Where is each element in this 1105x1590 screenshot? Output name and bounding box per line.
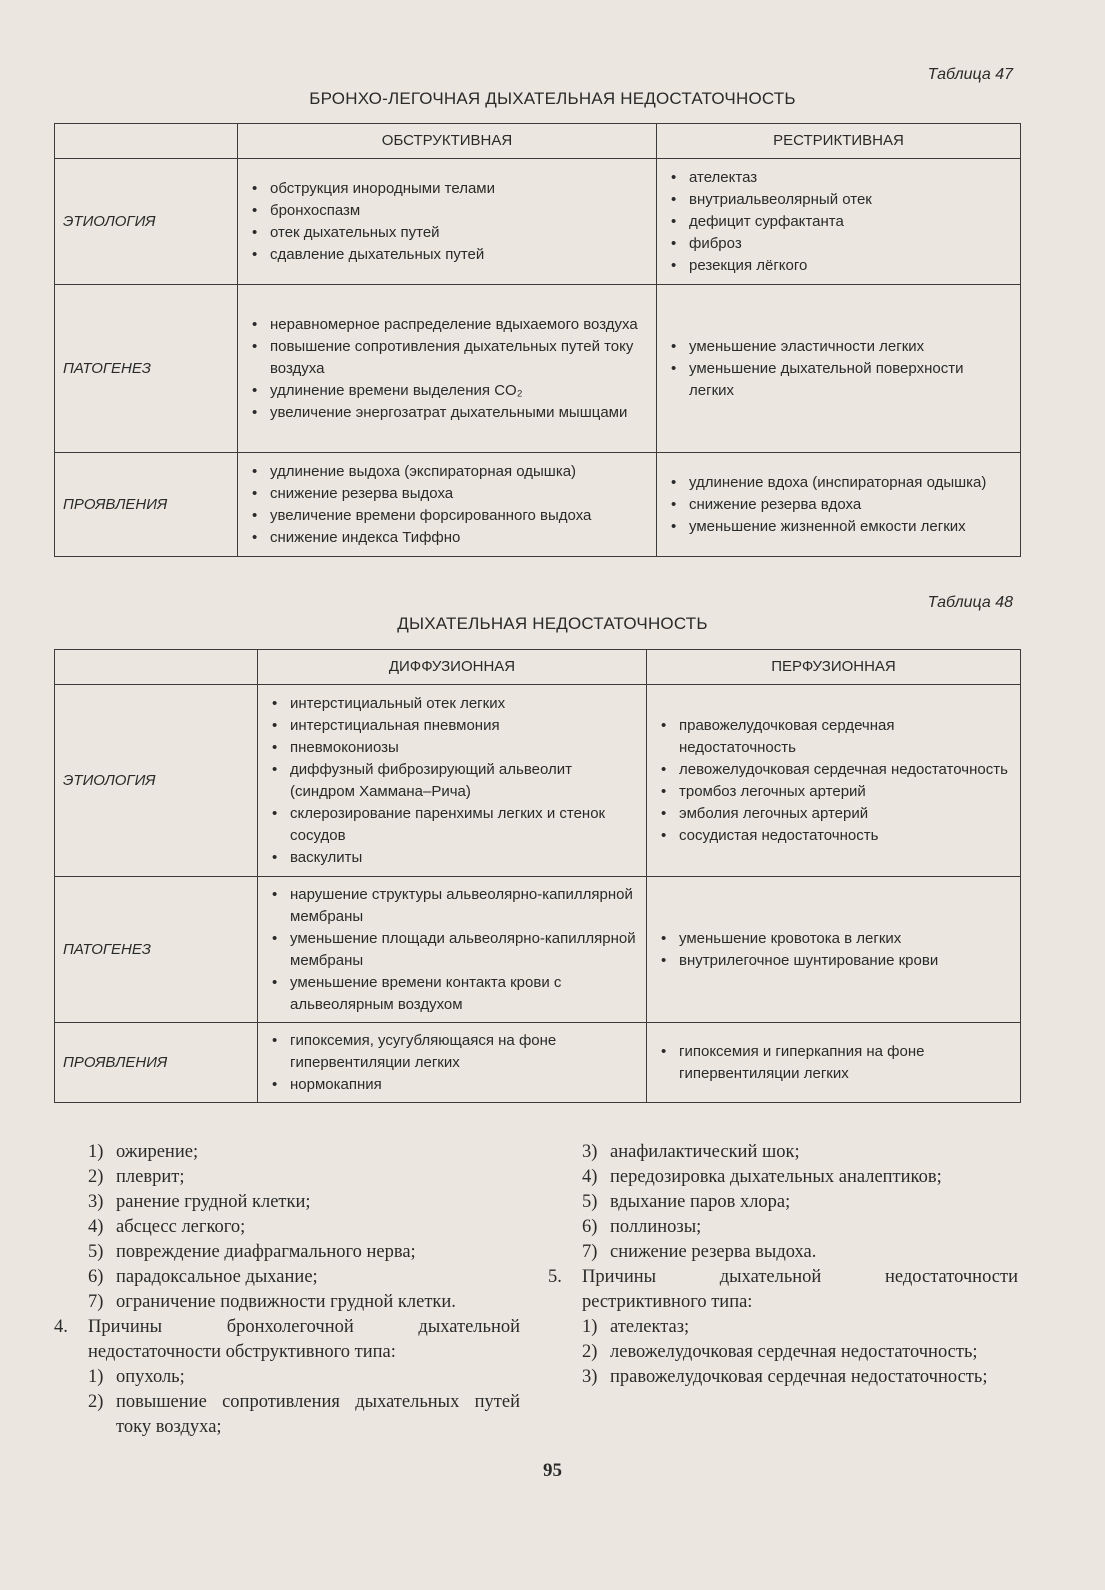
list-item: • повышение сопротивления дыхательных путей току воздуха — [246, 336, 648, 380]
header-perfusion: ПЕРФУЗИОННАЯ — [647, 650, 1021, 685]
list-item — [548, 1240, 1018, 1265]
list-item — [54, 1215, 520, 1240]
item-text: вдыхание паров хлора; — [610, 1192, 791, 1212]
item-number: 5) — [88, 1242, 104, 1262]
item-text: ранение грудной клетки; — [116, 1192, 311, 1212]
item-number: 4) — [88, 1217, 104, 1237]
bullet-list — [246, 314, 648, 424]
list-item: • уменьшение кровотока в легких — [655, 928, 1012, 950]
cell-restrictive — [657, 453, 1021, 557]
bullet-list — [665, 336, 1012, 402]
right-list-column — [548, 1140, 1018, 1390]
item-number: 6) — [582, 1217, 598, 1237]
bullet-list — [665, 167, 1012, 277]
list-item: • уменьшение площади альвеолярно-капиллярной мембраны — [266, 928, 638, 972]
item-text: анафилактический шок; — [610, 1142, 800, 1162]
cell-obstructive — [238, 285, 657, 453]
item-text: Причины дыхательной недостаточности рестриктивного типа: — [582, 1267, 1018, 1312]
item-number: 7) — [88, 1292, 104, 1312]
item-text: передозировка дыхательных аналептиков; — [610, 1167, 942, 1187]
item-number: 2) — [88, 1167, 104, 1187]
item-text: опухоль; — [116, 1367, 185, 1387]
cell-diffusion — [258, 877, 647, 1023]
item-text: правожелудочковая сердечная недостаточность; — [610, 1367, 988, 1387]
list-item: • увеличение энергозатрат дыхательными мышцами — [246, 402, 648, 424]
item-number: 5. — [548, 1267, 562, 1287]
list-item: • правожелудочковая сердечная недостаточность — [655, 715, 1012, 759]
table-header-row — [55, 124, 1021, 159]
bullet-list — [246, 178, 648, 266]
list-item: • левожелудочковая сердечная недостаточность — [655, 759, 1012, 781]
list-item: • интерстициальная пневмония — [266, 715, 638, 737]
list-item — [548, 1315, 1018, 1340]
list-item — [54, 1240, 520, 1265]
bullet-list — [266, 693, 638, 869]
list-item — [54, 1140, 520, 1165]
list-item: • дефицит сурфактанта — [665, 211, 1012, 233]
item-text: ограничение подвижности грудной клетки. — [116, 1292, 456, 1312]
list-item: • удлинение вдоха (инспираторная одышка) — [665, 472, 1012, 494]
list-item: • уменьшение эластичности легких — [665, 336, 1012, 358]
header-empty-cell — [55, 124, 238, 159]
cell-perfusion — [647, 685, 1021, 877]
list-item — [54, 1165, 520, 1190]
table-row-etiology — [55, 159, 1021, 285]
item-text: повреждение диафрагмального нерва; — [116, 1242, 416, 1262]
row-head: ЭТИОЛОГИЯ — [55, 159, 238, 285]
header-obstructive: ОБСТРУКТИВНАЯ — [238, 124, 657, 159]
list-item: • обструкция инородными телами — [246, 178, 648, 200]
item-number: 3) — [582, 1142, 598, 1162]
list-item: • нормокапния — [266, 1074, 638, 1096]
list-item: • внутриальвеолярный отек — [665, 189, 1012, 211]
list-item — [548, 1215, 1018, 1240]
item-number: 6) — [88, 1267, 104, 1287]
list-item: • уменьшение времени контакта крови с альвеолярным воздухом — [266, 972, 638, 1016]
list-item — [548, 1190, 1018, 1215]
item-number: 7) — [582, 1242, 598, 1262]
list-item — [54, 1390, 520, 1440]
list-item: • удлинение выдоха (экспираторная одышка) — [246, 461, 648, 483]
list-item: • сдавление дыхательных путей — [246, 244, 648, 266]
list-item — [548, 1365, 1018, 1390]
list-item: • снижение резерва вдоха — [665, 494, 1012, 516]
list-item: • тромбоз легочных артерий — [655, 781, 1012, 803]
list-item: • склерозирование паренхимы легких и стенок сосудов — [266, 803, 638, 847]
header-restrictive: РЕСТРИКТИВНАЯ — [657, 124, 1021, 159]
bullet-list — [655, 928, 1012, 972]
table-row-manifestations — [55, 453, 1021, 557]
list-item — [548, 1165, 1018, 1190]
list-item: • уменьшение дыхательной поверхности легких — [665, 358, 1012, 402]
table-47-caption: Таблица 47 — [927, 66, 1013, 83]
table-header-row — [55, 650, 1021, 685]
cell-obstructive — [238, 453, 657, 557]
bullet-list — [246, 461, 648, 549]
item-number: 3) — [88, 1192, 104, 1212]
item-text: ателектаз; — [610, 1317, 690, 1337]
item-text: левожелудочковая сердечная недостаточность; — [610, 1342, 978, 1362]
item-number: 1) — [88, 1142, 104, 1162]
list-item: • эмболия легочных артерий — [655, 803, 1012, 825]
list-item — [548, 1265, 1018, 1315]
bullet-list — [266, 1030, 638, 1096]
bullet-list — [665, 472, 1012, 538]
list-item — [54, 1290, 520, 1315]
list-item: • ателектаз — [665, 167, 1012, 189]
list-item: • уменьшение жизненной емкости легких — [665, 516, 1012, 538]
list-item: • интерстициальный отек легких — [266, 693, 638, 715]
list-item: • пневмокониозы — [266, 737, 638, 759]
table-48 — [54, 649, 1021, 1103]
table-row-pathogenesis — [55, 285, 1021, 453]
row-head: ПАТОГЕНЕЗ — [55, 285, 238, 453]
bullet-list — [655, 1041, 1012, 1085]
item-text: абсцесс легкого; — [116, 1217, 246, 1237]
row-head: ПАТОГЕНЕЗ — [55, 877, 258, 1023]
list-item: • снижение индекса Тиффно — [246, 527, 648, 549]
list-item — [54, 1315, 520, 1365]
table-48-title: ДЫХАТЕЛЬНАЯ НЕДОСТАТОЧНОСТЬ — [397, 614, 708, 633]
table-47-title: БРОНХО-ЛЕГОЧНАЯ ДЫХАТЕЛЬНАЯ НЕДОСТАТОЧНОСТЬ — [309, 89, 796, 108]
list-item: • бронхоспазм — [246, 200, 648, 222]
cell-restrictive — [657, 285, 1021, 453]
list-item: • диффузный фиброзирующий альвеолит (синдром Хаммана–Рича) — [266, 759, 638, 803]
bullet-list — [266, 884, 638, 1016]
item-number: 4) — [582, 1167, 598, 1187]
header-empty-cell — [55, 650, 258, 685]
page-number: 95 — [543, 1460, 562, 1481]
list-item: • фиброз — [665, 233, 1012, 255]
cell-obstructive — [238, 159, 657, 285]
item-number: 4. — [54, 1317, 68, 1337]
list-item: • гипоксемия, усугубляющаяся на фоне гипервентиляции легких — [266, 1030, 638, 1074]
list-item: • резекция лёгкого — [665, 255, 1012, 277]
item-text: ожирение; — [116, 1142, 199, 1162]
list-item: • снижение резерва выдоха — [246, 483, 648, 505]
item-number: 3) — [582, 1367, 598, 1387]
item-number: 2) — [582, 1342, 598, 1362]
list-item: • васкулиты — [266, 847, 638, 869]
item-number: 1) — [582, 1317, 598, 1337]
list-item: • увеличение времени форсированного выдоха — [246, 505, 648, 527]
list-item — [548, 1140, 1018, 1165]
item-number: 1) — [88, 1367, 104, 1387]
table-row-etiology — [55, 685, 1021, 877]
item-text: парадоксальное дыхание; — [116, 1267, 318, 1287]
list-item — [54, 1365, 520, 1390]
list-item: • внутрилегочное шунтирование крови — [655, 950, 1012, 972]
left-list-column — [54, 1140, 520, 1440]
cell-perfusion — [647, 1023, 1021, 1103]
cell-diffusion — [258, 1023, 647, 1103]
table-47 — [54, 123, 1021, 557]
list-item: • сосудистая недостаточность — [655, 825, 1012, 847]
cell-restrictive — [657, 159, 1021, 285]
item-text: поллинозы; — [610, 1217, 702, 1237]
list-item: • отек дыхательных путей — [246, 222, 648, 244]
row-head: ЭТИОЛОГИЯ — [55, 685, 258, 877]
list-item: • неравномерное распределение вдыхаемого воздуха — [246, 314, 648, 336]
row-head: ПРОЯВЛЕНИЯ — [55, 1023, 258, 1103]
item-number: 2) — [88, 1392, 104, 1412]
item-text: снижение резерва выдоха. — [610, 1242, 817, 1262]
list-item — [54, 1265, 520, 1290]
bullet-list — [655, 715, 1012, 847]
item-text: Причины бронхолегочной дыхательной недостаточности обструктивного типа: — [88, 1317, 520, 1362]
item-number: 5) — [582, 1192, 598, 1212]
cell-perfusion — [647, 877, 1021, 1023]
header-diffusion: ДИФФУЗИОННАЯ — [258, 650, 647, 685]
cell-diffusion — [258, 685, 647, 877]
list-item: • удлинение времени выделения CO₂ — [246, 380, 648, 402]
list-item — [548, 1340, 1018, 1365]
item-text: плеврит; — [116, 1167, 185, 1187]
table-row-manifestations — [55, 1023, 1021, 1103]
table-row-pathogenesis — [55, 877, 1021, 1023]
list-item: • гипоксемия и гиперкапния на фоне гипервентиляции легких — [655, 1041, 1012, 1085]
list-item: • нарушение структуры альвеолярно-капиллярной мембраны — [266, 884, 638, 928]
table-48-caption: Таблица 48 — [927, 594, 1013, 611]
list-item — [54, 1190, 520, 1215]
row-head: ПРОЯВЛЕНИЯ — [55, 453, 238, 557]
item-text: повышение сопротивления дыхательных путей току воздуха; — [116, 1392, 520, 1437]
